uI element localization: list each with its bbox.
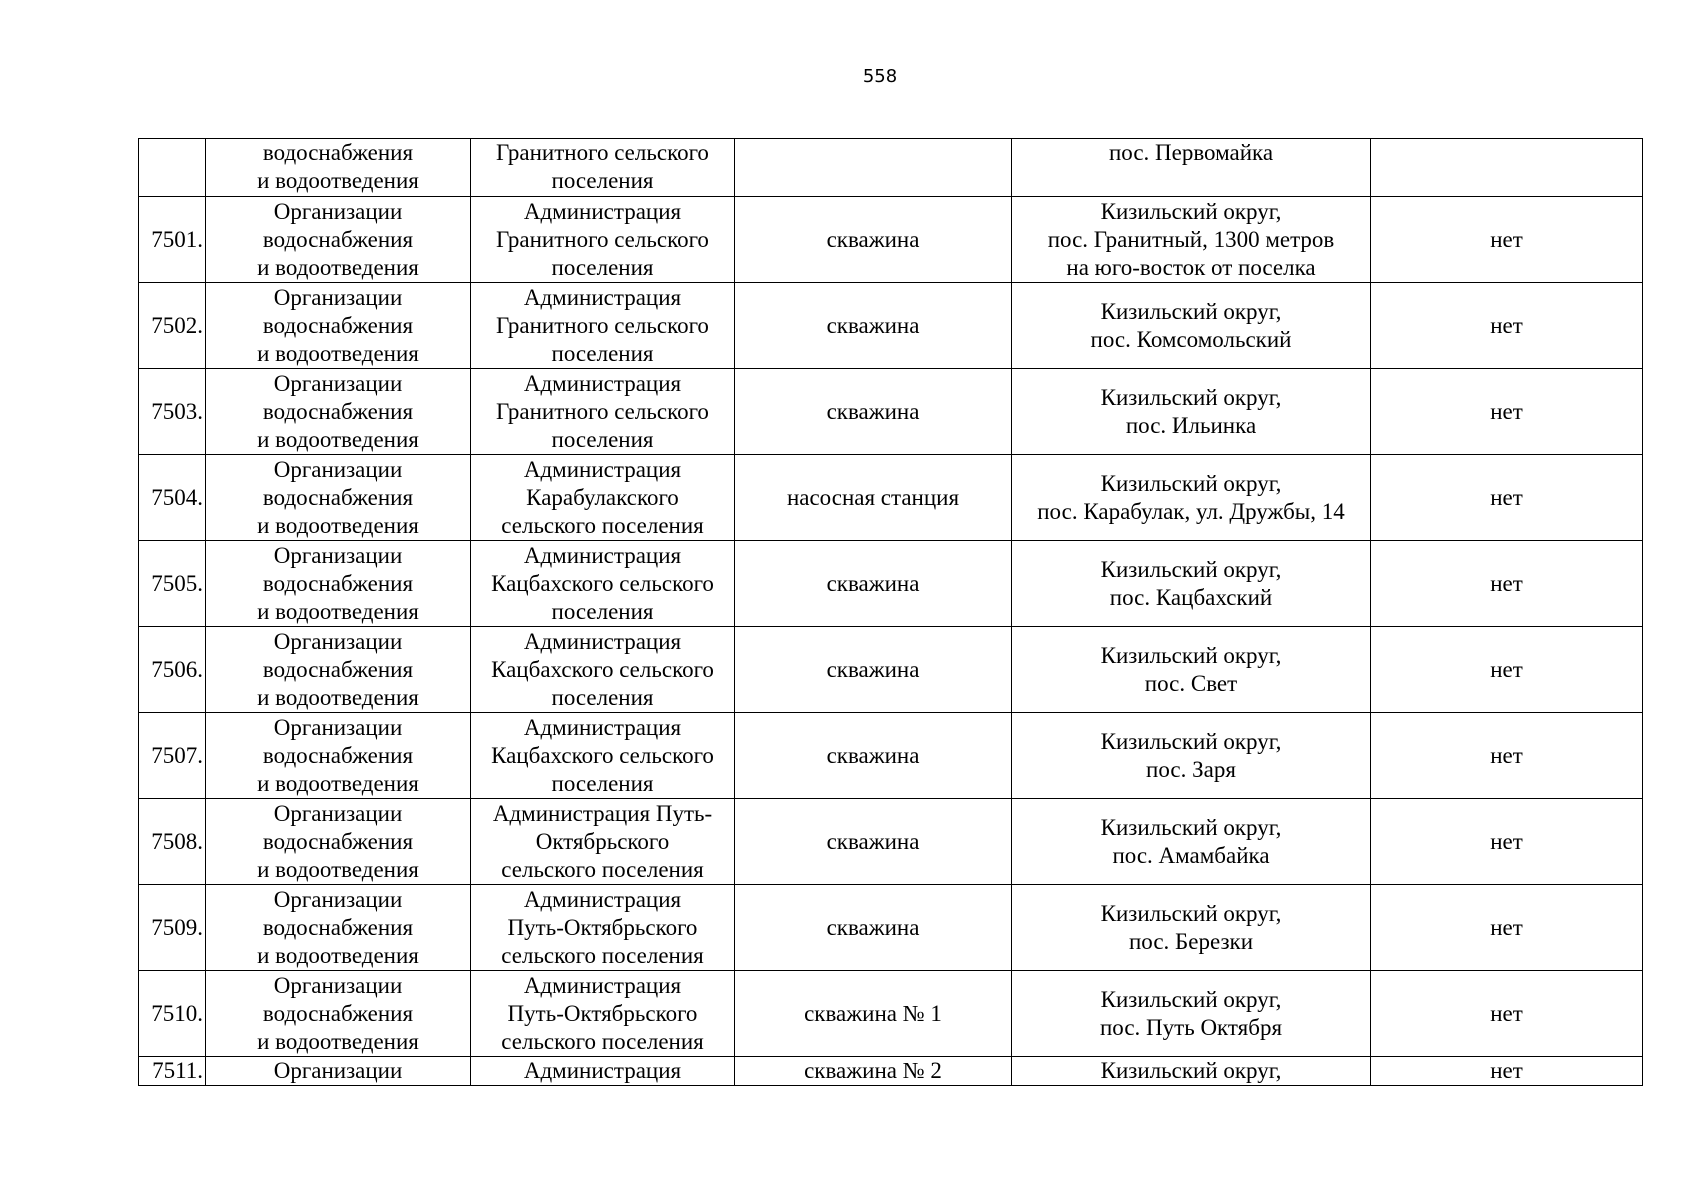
organization-cell-line: водоснабжения (262, 398, 414, 424)
organization-cell-line: и водоотведения (257, 254, 419, 280)
administration-cell-line: Администрация (523, 456, 682, 482)
status-cell: нет (1371, 713, 1643, 799)
location-cell-line: Кизильский округ, (1100, 384, 1282, 410)
administration-cell (471, 971, 735, 1057)
administration-cell-line: Гранитного сельского (496, 140, 709, 165)
location-cell-line: Кизильский округ, (1100, 1058, 1282, 1083)
administration-cell-line: Администрация (523, 284, 682, 310)
status-cell: нет (1371, 541, 1643, 627)
table-row (139, 627, 1643, 713)
object-cell (735, 197, 1012, 283)
organization-cell-line: водоснабжения (262, 140, 414, 165)
status-cell: нет (1371, 799, 1643, 885)
location-cell (1012, 369, 1371, 455)
organization-cell (206, 283, 471, 369)
organization-cell-line: водоснабжения (262, 484, 414, 510)
organization-cell (206, 799, 471, 885)
row-number-cell: 7507. (139, 713, 206, 799)
administration-cell (471, 885, 735, 971)
table-row (139, 799, 1643, 885)
organization-cell-line: и водоотведения (257, 168, 419, 193)
location-cell (1012, 455, 1371, 541)
table-row (139, 455, 1643, 541)
object-cell-line: скважина (826, 226, 920, 252)
organization-cell-line: Организации (273, 198, 403, 224)
administration-cell-line: поселения (551, 684, 654, 710)
location-cell-line: Кизильский округ, (1100, 900, 1282, 926)
administration-cell-line: поселения (551, 254, 654, 280)
location-cell (1012, 541, 1371, 627)
registry-table (138, 138, 1643, 1086)
location-cell-line: пос. Ильинка (1125, 412, 1257, 438)
status-cell: нет (1371, 455, 1643, 541)
object-cell (735, 885, 1012, 971)
administration-cell-line: поселения (551, 598, 654, 624)
status-cell: нет (1371, 197, 1643, 283)
location-cell-line: пос. Свет (1144, 670, 1238, 696)
object-cell-line: скважина (826, 312, 920, 338)
row-number-cell: 7506. (139, 627, 206, 713)
administration-cell (471, 627, 735, 713)
table-body (139, 139, 1643, 1086)
administration-cell-line: Путь-Октябрьского (507, 1000, 698, 1026)
row-number-cell: 7503. (139, 369, 206, 455)
object-cell-line: скважина (826, 398, 920, 424)
object-cell (735, 541, 1012, 627)
location-cell-line: пос. Комсомольский (1090, 326, 1292, 352)
organization-cell-line: водоснабжения (262, 742, 414, 768)
location-cell-line: пос. Кацбахский (1109, 584, 1273, 610)
organization-cell-line: и водоотведения (257, 512, 419, 538)
row-number-cell: 7510. (139, 971, 206, 1057)
administration-cell-line: Администрация (523, 542, 682, 568)
object-cell (735, 713, 1012, 799)
object-cell (735, 369, 1012, 455)
location-cell-line: пос. Карабулак, ул. Дружбы, 14 (1037, 498, 1345, 524)
status-cell: нет (1371, 369, 1643, 455)
object-cell-line: насосная станция (786, 484, 960, 510)
administration-cell-line: Администрация (523, 714, 682, 740)
table-row (139, 1057, 1643, 1086)
administration-cell-line: сельского поселения (501, 856, 704, 882)
organization-cell-line: и водоотведения (257, 426, 419, 452)
location-cell-line: пос. Путь Октября (1099, 1014, 1283, 1040)
administration-cell-line: Кацбахского сельского (491, 742, 714, 768)
status-cell: нет (1371, 283, 1643, 369)
organization-cell-line: водоснабжения (262, 570, 414, 596)
administration-cell-line: Кацбахского сельского (491, 570, 714, 596)
administration-cell-line: сельского поселения (501, 942, 704, 968)
organization-cell-line: Организации (273, 542, 403, 568)
organization-cell-line: Организации (273, 714, 403, 740)
administration-cell-line: поселения (551, 770, 654, 796)
organization-cell-line: водоснабжения (262, 226, 414, 252)
object-cell-line: скважина (826, 914, 920, 940)
organization-cell-line: Организации (273, 284, 403, 310)
location-cell-line: Кизильский округ, (1100, 298, 1282, 324)
location-cell-line: на юго-восток от поселка (1066, 254, 1316, 280)
object-cell (735, 1057, 1012, 1086)
status-cell (1371, 139, 1643, 197)
location-cell-line: пос. Амамбайка (1112, 842, 1270, 868)
status-cell: нет (1371, 627, 1643, 713)
table-row (139, 369, 1643, 455)
organization-cell-line: Организации (273, 972, 403, 998)
administration-cell-line: Администрация (523, 1058, 682, 1083)
administration-cell (471, 713, 735, 799)
location-cell-line: Кизильский округ, (1100, 814, 1282, 840)
object-cell (735, 799, 1012, 885)
organization-cell-line: водоснабжения (262, 828, 414, 854)
organization-cell (206, 369, 471, 455)
status-cell: нет (1371, 1057, 1643, 1086)
row-number-cell: 7509. (139, 885, 206, 971)
location-cell-line: Кизильский округ, (1100, 642, 1282, 668)
row-number-cell: 7501. (139, 197, 206, 283)
location-cell (1012, 197, 1371, 283)
administration-cell-line: Карабулакского (526, 484, 679, 510)
table-row (139, 713, 1643, 799)
organization-cell (206, 455, 471, 541)
organization-cell-line: водоснабжения (262, 1000, 414, 1026)
organization-cell (206, 627, 471, 713)
organization-cell (206, 971, 471, 1057)
location-cell-line: пос. Первомайка (1108, 140, 1274, 165)
administration-cell (471, 1057, 735, 1086)
status-cell: нет (1371, 971, 1643, 1057)
organization-cell (206, 885, 471, 971)
row-number-cell: 7508. (139, 799, 206, 885)
location-cell-line: Кизильский округ, (1100, 728, 1282, 754)
location-cell (1012, 971, 1371, 1057)
organization-cell (206, 541, 471, 627)
location-cell-line: пос. Гранитный, 1300 метров (1047, 226, 1335, 252)
location-cell (1012, 799, 1371, 885)
administration-cell (471, 139, 735, 197)
administration-cell-line: поселения (551, 168, 654, 193)
status-cell: нет (1371, 885, 1643, 971)
object-cell-line: скважина № 2 (804, 1058, 942, 1083)
organization-cell (206, 713, 471, 799)
administration-cell-line: сельского поселения (501, 1028, 704, 1054)
organization-cell-line: Организации (273, 800, 403, 826)
administration-cell (471, 197, 735, 283)
organization-cell-line: Организации (273, 370, 403, 396)
organization-cell-line: Организации (273, 628, 403, 654)
location-cell (1012, 1057, 1371, 1086)
object-cell (735, 971, 1012, 1057)
object-cell (735, 455, 1012, 541)
object-cell-line: скважина № 1 (804, 1000, 942, 1026)
organization-cell (206, 197, 471, 283)
table-row (139, 541, 1643, 627)
object-cell (735, 283, 1012, 369)
location-cell-line: Кизильский округ, (1100, 986, 1282, 1012)
organization-cell-line: и водоотведения (257, 1028, 419, 1054)
row-number-cell: 7504. (139, 455, 206, 541)
administration-cell (471, 369, 735, 455)
object-cell-line: скважина (826, 742, 920, 768)
organization-cell-line: и водоотведения (257, 942, 419, 968)
organization-cell-line: Организации (273, 886, 403, 912)
administration-cell (471, 541, 735, 627)
administration-cell-line: сельского поселения (501, 512, 704, 538)
organization-cell-line: и водоотведения (257, 856, 419, 882)
row-number-cell: 7502. (139, 283, 206, 369)
organization-cell-line: и водоотведения (257, 340, 419, 366)
administration-cell (471, 283, 735, 369)
location-cell (1012, 139, 1371, 197)
table-row (139, 197, 1643, 283)
row-number-cell (139, 139, 206, 197)
table-row (139, 283, 1643, 369)
location-cell-line: Кизильский округ, (1100, 556, 1282, 582)
organization-cell-line: и водоотведения (257, 598, 419, 624)
administration-cell-line: Гранитного сельского (496, 398, 709, 424)
row-number-cell: 7511. (139, 1057, 206, 1086)
administration-cell-line: Кацбахского сельского (491, 656, 714, 682)
object-cell-line: скважина (826, 828, 920, 854)
organization-cell-line: и водоотведения (257, 684, 419, 710)
object-cell (735, 139, 1012, 197)
organization-cell-line: водоснабжения (262, 914, 414, 940)
administration-cell-line: Администрация (523, 628, 682, 654)
location-cell (1012, 283, 1371, 369)
administration-cell-line: поселения (551, 426, 654, 452)
administration-cell-line: Гранитного сельского (496, 226, 709, 252)
organization-cell-line: Организации (273, 1058, 403, 1083)
administration-cell-line: Администрация Путь- (492, 800, 713, 826)
administration-cell-line: Администрация (523, 886, 682, 912)
table-row (139, 885, 1643, 971)
object-cell-line: скважина (826, 656, 920, 682)
organization-cell-line: и водоотведения (257, 770, 419, 796)
location-cell (1012, 627, 1371, 713)
organization-cell (206, 1057, 471, 1086)
administration-cell (471, 455, 735, 541)
administration-cell-line: Гранитного сельского (496, 312, 709, 338)
organization-cell-line: Организации (273, 456, 403, 482)
administration-cell-line: поселения (551, 340, 654, 366)
location-cell-line: Кизильский округ, (1100, 198, 1282, 224)
location-cell-line: пос. Заря (1146, 756, 1236, 782)
location-cell-line: Кизильский округ, (1100, 470, 1282, 496)
location-cell (1012, 885, 1371, 971)
administration-cell-line: Октябрьского (535, 828, 670, 854)
organization-cell-line: водоснабжения (262, 312, 414, 338)
administration-cell-line: Администрация (523, 972, 682, 998)
object-cell-line: скважина (826, 570, 920, 596)
location-cell-line: пос. Березки (1128, 928, 1254, 954)
organization-cell (206, 139, 471, 197)
table-row (139, 139, 1643, 197)
location-cell (1012, 713, 1371, 799)
object-cell (735, 627, 1012, 713)
organization-cell-line: водоснабжения (262, 656, 414, 682)
table-row (139, 971, 1643, 1057)
administration-cell-line: Администрация (523, 370, 682, 396)
administration-cell-line: Администрация (523, 198, 682, 224)
row-number-cell: 7505. (139, 541, 206, 627)
administration-cell (471, 799, 735, 885)
page-number: 558 (862, 66, 898, 87)
administration-cell-line: Путь-Октябрьского (507, 914, 698, 940)
